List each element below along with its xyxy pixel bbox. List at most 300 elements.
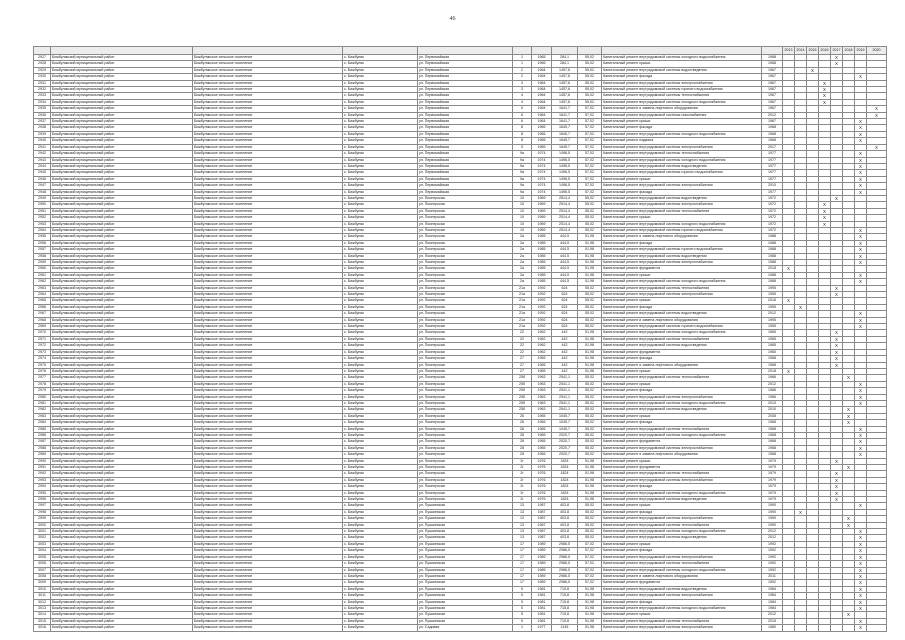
table-cell: 51,98 — [578, 458, 602, 464]
table-cell: 21а — [513, 304, 532, 310]
table-cell: ул. Пионерская — [418, 484, 513, 490]
year-mark-cell: X — [855, 170, 867, 176]
year-mark-cell: X — [855, 573, 867, 579]
table-cell: 51,98 — [578, 330, 602, 336]
table-cell: Бижбулякский муниципальный район — [51, 170, 193, 176]
table-cell: 21а — [513, 292, 532, 298]
table-cell: 1969 — [532, 215, 552, 221]
table-cell: 2986,5 — [552, 554, 578, 560]
year-mark-cell: X — [783, 368, 795, 374]
table-cell: 51,98 — [578, 279, 602, 285]
table-cell: 2991 — [34, 465, 51, 471]
table-cell: с. Бижбуляк — [343, 55, 418, 61]
year-mark-cell: X — [819, 87, 831, 93]
page-number: 46 — [449, 16, 456, 22]
table-cell: 1989 — [532, 567, 552, 573]
column-header: 2014 — [795, 47, 807, 55]
table-cell: 2541,1 — [552, 407, 578, 413]
table-cell: Бижбулякский муниципальный район — [51, 586, 193, 592]
table-cell: 55,02 — [578, 317, 602, 323]
table-cell: 1964 — [532, 99, 552, 105]
table-cell: 57,02 — [578, 176, 602, 182]
table-cell: Капитальный ремонт и замена лифтового оборудования — [602, 573, 762, 579]
table-cell: Капитальный ремонт фасада — [602, 125, 762, 131]
table-cell: 2г — [513, 477, 532, 483]
table-cell: 5 — [513, 618, 532, 624]
table-cell: 1987 — [532, 522, 552, 528]
table-cell: ул. Первомайская — [418, 55, 513, 61]
table-cell: 1965 — [532, 420, 552, 426]
table-cell: ул. Пионерская — [418, 439, 513, 445]
table-cell: 2969 — [34, 324, 51, 330]
table-cell: ул. Садовая — [418, 625, 513, 631]
table-cell: 2988 — [34, 445, 51, 451]
table-cell: Бижбулякское сельское поселение — [193, 484, 343, 490]
table-cell: 1965 — [532, 125, 552, 131]
table-cell: Бижбулякское сельское поселение — [193, 349, 343, 355]
table-cell: Капитальный ремонт внутридомовой системы холодного водоснабжения — [602, 99, 762, 105]
table-cell: Капитальный ремонт крыши — [602, 381, 762, 387]
table-cell: 55,02 — [578, 208, 602, 214]
table-cell: 17 — [513, 573, 532, 579]
year-mark-cell: X — [855, 138, 867, 144]
table-cell: 26 — [513, 426, 532, 432]
table-cell: 51,98 — [578, 272, 602, 278]
table-cell: Капитальный ремонт крыши — [602, 612, 762, 618]
table-cell: 2957 — [34, 247, 51, 253]
table-cell: Капитальный ремонт фундамента — [602, 465, 762, 471]
table-cell: с. Бижбуляк — [343, 413, 418, 419]
table-cell: 1972 — [762, 215, 783, 221]
table-cell: 1976 — [532, 458, 552, 464]
table-cell: с. Бижбуляк — [343, 477, 418, 483]
table-cell: 51,98 — [578, 593, 602, 599]
table-cell: ул. Пионерская — [418, 381, 513, 387]
table-cell: 57,02 — [578, 151, 602, 157]
table-row — [34, 625, 887, 631]
table-cell: 2012 — [762, 529, 783, 535]
table-cell: Бижбулякский муниципальный район — [51, 80, 193, 86]
table-cell: Капитальный ремонт внутридомовой системы электроснабжения — [602, 394, 762, 400]
table-cell: ул. Первомайская — [418, 87, 513, 93]
table-cell: Бижбулякский муниципальный район — [51, 240, 193, 246]
table-cell: с. Бижбуляк — [343, 362, 418, 368]
table-cell: Бижбулякское сельское поселение — [193, 586, 343, 592]
table-cell: Капитальный ремонт внутридомовой системы холодного водоснабжения — [602, 330, 762, 336]
table-cell: 1966 — [762, 394, 783, 400]
table-cell: 2970 — [34, 330, 51, 336]
table-cell: 1968 — [762, 426, 783, 432]
table-cell: Бижбулякское сельское поселение — [193, 324, 343, 330]
table-cell: 1968 — [762, 356, 783, 362]
year-mark-cell: X — [855, 324, 867, 330]
table-cell: с. Бижбуляк — [343, 625, 418, 631]
table-cell: 55,02 — [578, 195, 602, 201]
table-cell: 1988 — [762, 234, 783, 240]
table-cell: 2951 — [34, 208, 51, 214]
table-cell: ул. Пионерская — [418, 349, 513, 355]
table-cell: с. Бижбуляк — [343, 561, 418, 567]
table-cell: ул. Первомайская — [418, 93, 513, 99]
table-cell: 1967 — [762, 119, 783, 125]
table-cell: Бижбулякский муниципальный район — [51, 625, 193, 631]
table-cell: 2г — [513, 497, 532, 503]
table-cell: Бижбулякское сельское поселение — [193, 157, 343, 163]
table-cell: Капитальный ремонт внутридомовой системы теплоснабжения — [602, 93, 762, 99]
table-cell: ул. Пионерская — [418, 400, 513, 406]
table-cell: Бижбулякский муниципальный район — [51, 247, 193, 253]
table-cell: Бижбулякский муниципальный район — [51, 458, 193, 464]
table-cell: ул. Пушкинская — [418, 541, 513, 547]
table-cell: 55,02 — [578, 407, 602, 413]
table-cell: 1977 — [532, 625, 552, 631]
table-cell: 2541,1 — [552, 375, 578, 381]
table-cell: 2541,1 — [552, 400, 578, 406]
table-cell: 57,02 — [578, 548, 602, 554]
table-cell: 55,02 — [578, 426, 602, 432]
table-cell: 1964 — [532, 67, 552, 73]
table-cell: 1964 — [532, 106, 552, 112]
year-mark-cell: X — [831, 490, 843, 496]
year-mark-cell: X — [843, 375, 855, 381]
table-cell: Бижбулякское сельское поселение — [193, 189, 343, 195]
table-cell: 1968 — [762, 432, 783, 438]
table-cell: 1965 — [532, 432, 552, 438]
table-cell: 1965 — [532, 144, 552, 150]
table-cell: с. Бижбуляк — [343, 465, 418, 471]
table-cell: 2514,4 — [552, 221, 578, 227]
table-cell: 57,02 — [578, 541, 602, 547]
table-cell: Бижбулякский муниципальный район — [51, 176, 193, 182]
year-mark-cell: X — [855, 253, 867, 259]
table-cell: Бижбулякский муниципальный район — [51, 227, 193, 233]
table-cell: 55,02 — [578, 375, 602, 381]
table-cell: Бижбулякский муниципальный район — [51, 336, 193, 342]
table-cell: 25б — [513, 394, 532, 400]
table-cell: 1984 — [762, 599, 783, 605]
table-cell: 25б — [513, 388, 532, 394]
table-cell: 55,02 — [578, 324, 602, 330]
table-cell: 57,02 — [578, 112, 602, 118]
table-cell: 442 — [552, 349, 578, 355]
table-cell: 2961 — [34, 272, 51, 278]
column-header: 2019 — [855, 47, 867, 55]
table-cell: Капитальный ремонт внутридомовой системы теплоснабжения — [602, 471, 762, 477]
table-cell: Капитальный ремонт внутридомовой системы холодного водоснабжения — [602, 432, 762, 438]
table-cell: Капитальный ремонт подвала — [602, 138, 762, 144]
table-cell: Бижбулякское сельское поселение — [193, 471, 343, 477]
table-cell: Бижбулякский муниципальный район — [51, 304, 193, 310]
table-cell: 21а — [513, 317, 532, 323]
table-cell: 444,5 — [552, 240, 578, 246]
table-cell: 1981 — [532, 586, 552, 592]
table-cell: 1995 — [762, 317, 783, 323]
table-cell: 28 — [513, 452, 532, 458]
table-cell: Бижбулякское сельское поселение — [193, 400, 343, 406]
table-cell: 1641,7 — [552, 119, 578, 125]
table-cell: Бижбулякский муниципальный район — [51, 471, 193, 477]
table-body — [34, 55, 887, 632]
table-cell: Бижбулякское сельское поселение — [193, 55, 343, 61]
table-cell: 2008 — [762, 413, 783, 419]
table-cell: 1990 — [762, 503, 783, 509]
column-header — [193, 47, 343, 55]
table-cell: 2952 — [34, 215, 51, 221]
table-cell: 2г — [513, 465, 532, 471]
table-cell: Бижбулякский муниципальный район — [51, 618, 193, 624]
table-cell: 2932 — [34, 87, 51, 93]
table-cell: 5 — [513, 106, 532, 112]
table-cell: Бижбулякское сельское поселение — [193, 138, 343, 144]
table-cell: Бижбулякский муниципальный район — [51, 516, 193, 522]
table-cell: Бижбулякский муниципальный район — [51, 189, 193, 195]
table-cell: 1995 — [762, 304, 783, 310]
table-cell: ул. Пионерская — [418, 388, 513, 394]
table-cell: с. Бижбуляк — [343, 324, 418, 330]
table-cell: Капитальный ремонт внутридомовой системы электроснабжения — [602, 202, 762, 208]
table-cell: Капитальный ремонт внутридомовой системы водоотведения — [602, 586, 762, 592]
table-cell: ул. Пионерская — [418, 477, 513, 483]
table-cell: Бижбулякский муниципальный район — [51, 112, 193, 118]
year-mark-cell: X — [831, 330, 843, 336]
table-cell: 1985 — [532, 234, 552, 240]
table-cell: Бижбулякское сельское поселение — [193, 80, 343, 86]
table-cell: 9 — [513, 144, 532, 150]
year-mark-cell: X — [855, 131, 867, 137]
table-cell: 2936 — [34, 112, 51, 118]
table-cell: Бижбулякский муниципальный район — [51, 432, 193, 438]
table-cell: 1967 — [762, 106, 783, 112]
table-cell: 2975 — [34, 362, 51, 368]
table-cell: Бижбулякское сельское поселение — [193, 202, 343, 208]
table-cell: 6 — [513, 112, 532, 118]
table-cell: 1045,7 — [552, 426, 578, 432]
table-cell: ул. Пионерская — [418, 324, 513, 330]
table-cell: Бижбулякский муниципальный район — [51, 253, 193, 259]
table-cell: Бижбулякское сельское поселение — [193, 151, 343, 157]
table-cell: ул. Пионерская — [418, 317, 513, 323]
table-cell: с. Бижбуляк — [343, 247, 418, 253]
table-cell: 2514,4 — [552, 215, 578, 221]
table-cell: 13 — [513, 503, 532, 509]
table-cell: ул. Пионерская — [418, 260, 513, 266]
table-cell: ул. Пионерская — [418, 227, 513, 233]
table-cell: Бижбулякское сельское поселение — [193, 567, 343, 573]
table-cell: 57,02 — [578, 554, 602, 560]
table-cell: 2а — [513, 234, 532, 240]
table-cell: 1992 — [532, 324, 552, 330]
table-cell: 2981 — [34, 400, 51, 406]
table-cell: 2953 — [34, 221, 51, 227]
table-cell: Бижбулякский муниципальный район — [51, 381, 193, 387]
table-cell: 2017 — [762, 144, 783, 150]
table-cell: Капитальный ремонт фундамента — [602, 266, 762, 272]
table-cell: 51,98 — [578, 343, 602, 349]
table-cell: с. Бижбуляк — [343, 580, 418, 586]
table-cell: 57,02 — [578, 144, 602, 150]
table-cell: 3015 — [34, 618, 51, 624]
table-cell: Капитальный ремонт внутридомовой системы электроснабжения — [602, 292, 762, 298]
table-cell: Капитальный ремонт внутридомовой системы теплоснабжения — [602, 336, 762, 342]
table-cell: 10 — [513, 221, 532, 227]
table-cell: ул. Первомайская — [418, 144, 513, 150]
table-cell: 2978 — [34, 381, 51, 387]
table-cell: 1964 — [532, 112, 552, 118]
year-mark-cell: X — [831, 61, 843, 67]
table-cell: Капитальный ремонт внутридомовой системы холодного водоснабжения — [602, 279, 762, 285]
table-cell: 2016 — [762, 298, 783, 304]
table-cell: Бижбулякское сельское поселение — [193, 477, 343, 483]
table-cell: 3003 — [34, 541, 51, 547]
year-mark-cell: X — [855, 439, 867, 445]
table-cell: ул. Первомайская — [418, 112, 513, 118]
table-cell: с. Бижбуляк — [343, 99, 418, 105]
year-mark-cell: X — [855, 381, 867, 387]
table-cell: с. Бижбуляк — [343, 381, 418, 387]
table-cell: 1966 — [762, 375, 783, 381]
table-cell: 2986 — [34, 432, 51, 438]
table-cell: 1824 — [552, 484, 578, 490]
table-cell: 57,02 — [578, 567, 602, 573]
table-cell: с. Бижбуляк — [343, 240, 418, 246]
table-cell: 2012 — [762, 535, 783, 541]
table-cell: с. Бижбуляк — [343, 61, 418, 67]
table-cell: ул. Пушкинская — [418, 580, 513, 586]
table-cell: 55,02 — [578, 304, 602, 310]
table-cell: 1972 — [762, 195, 783, 201]
table-cell: Капитальный ремонт фасада — [602, 484, 762, 490]
table-cell: 1992 — [762, 580, 783, 586]
table-cell: Бижбулякское сельское поселение — [193, 247, 343, 253]
table-cell: 51,98 — [578, 599, 602, 605]
table-cell: 442 — [552, 356, 578, 362]
table-cell: с. Бижбуляк — [343, 125, 418, 131]
table-cell: 2012 — [762, 612, 783, 618]
table-cell: 51,98 — [578, 336, 602, 342]
table-cell: 51,98 — [578, 477, 602, 483]
table-cell: с. Бижбуляк — [343, 304, 418, 310]
year-mark-cell: X — [855, 279, 867, 285]
table-cell: 3005 — [34, 554, 51, 560]
table-cell: 2940 — [34, 138, 51, 144]
table-cell: 403,8 — [552, 529, 578, 535]
table-cell: ул. Пушкинская — [418, 573, 513, 579]
table-cell: Бижбулякское сельское поселение — [193, 618, 343, 624]
table-cell: с. Бижбуляк — [343, 509, 418, 515]
table-cell: 1988 — [762, 253, 783, 259]
table-cell: 1989 — [532, 554, 552, 560]
table-cell: Капитальный ремонт внутридомовой системы водоотведения — [602, 535, 762, 541]
year-mark-cell: X — [855, 400, 867, 406]
table-cell: 55,02 — [578, 99, 602, 105]
year-mark-cell: X — [831, 343, 843, 349]
table-cell: Бижбулякский муниципальный район — [51, 548, 193, 554]
table-cell: с. Бижбуляк — [343, 234, 418, 240]
table-cell: 1962 — [532, 349, 552, 355]
table-cell: Капитальный ремонт внутридомовой системы водоотведения — [602, 311, 762, 317]
table-cell: 55,02 — [578, 439, 602, 445]
table-cell: 1972 — [762, 208, 783, 214]
table-cell: 1992 — [532, 285, 552, 291]
table-cell: Бижбулякское сельское поселение — [193, 279, 343, 285]
table-cell: 6 — [513, 119, 532, 125]
table-cell: ул. Пионерская — [418, 298, 513, 304]
table-cell: 55,02 — [578, 67, 602, 73]
table-cell: 1968 — [762, 439, 783, 445]
table-cell: ул. Пионерская — [418, 240, 513, 246]
table-cell: 5 — [513, 605, 532, 611]
table-cell: 10 — [513, 195, 532, 201]
table-cell: 1824 — [552, 497, 578, 503]
table-cell: ул. Пушкинская — [418, 548, 513, 554]
table-cell: Капитальный ремонт внутридомовой системы холодного водоснабжения — [602, 490, 762, 496]
year-mark-cell: X — [855, 394, 867, 400]
table-cell: с. Бижбуляк — [343, 439, 418, 445]
table-cell: 715,8 — [552, 612, 578, 618]
table-cell: Бижбулякское сельское поселение — [193, 125, 343, 131]
column-header — [418, 47, 513, 55]
table-cell: ул. Пионерская — [418, 445, 513, 451]
table-cell: Бижбулякское сельское поселение — [193, 362, 343, 368]
table-cell: 2995 — [34, 490, 51, 496]
table-cell: Бижбулякский муниципальный район — [51, 593, 193, 599]
table-cell: Бижбулякское сельское поселение — [193, 61, 343, 67]
table-cell: 1981 — [532, 618, 552, 624]
table-cell: 1641,7 — [552, 112, 578, 118]
table-cell: 51,98 — [578, 465, 602, 471]
table-cell: 2514,4 — [552, 195, 578, 201]
year-mark-cell: X — [855, 272, 867, 278]
table-cell: Бижбулякское сельское поселение — [193, 388, 343, 394]
year-mark-cell: X — [867, 106, 887, 112]
table-cell: Бижбулякский муниципальный район — [51, 285, 193, 291]
table-cell: с. Бижбуляк — [343, 471, 418, 477]
table-cell: 1984 — [762, 593, 783, 599]
table-cell: 57,02 — [578, 138, 602, 144]
table-cell: с. Бижбуляк — [343, 452, 418, 458]
table-cell: 2020,7 — [552, 452, 578, 458]
table-cell: 1824 — [552, 465, 578, 471]
table-cell: 1974 — [532, 176, 552, 182]
table-cell: Бижбулякское сельское поселение — [193, 599, 343, 605]
table-cell: ул. Пионерская — [418, 253, 513, 259]
table-cell: ул. Пушкинская — [418, 618, 513, 624]
table-cell: 2935 — [34, 106, 51, 112]
column-header — [578, 47, 602, 55]
table-cell: 55,02 — [578, 227, 602, 233]
table-cell: Капитальный ремонт внутридомовой системы холодного водоснабжения — [602, 131, 762, 137]
table-cell: 4 — [513, 99, 532, 105]
table-cell: 51,98 — [578, 625, 602, 631]
table-cell: Бижбулякское сельское поселение — [193, 509, 343, 515]
table-cell: с. Бижбуляк — [343, 484, 418, 490]
table-cell: 1977 — [762, 151, 783, 157]
table-cell: Бижбулякское сельское поселение — [193, 285, 343, 291]
table-cell: Капитальный ремонт внутридомовой системы электроснабжения — [602, 554, 762, 560]
table-cell: 2012 — [762, 381, 783, 387]
table-cell: 1976 — [532, 497, 552, 503]
table-cell: Бижбулякский муниципальный район — [51, 74, 193, 80]
year-mark-cell: X — [819, 215, 831, 221]
table-cell: ул. Пушкинская — [418, 535, 513, 541]
table-cell: 1987 — [532, 529, 552, 535]
table-cell: 25б — [513, 381, 532, 387]
table-cell: 1981 — [532, 612, 552, 618]
year-mark-cell — [867, 625, 887, 631]
table-cell: Бижбулякское сельское поселение — [193, 317, 343, 323]
table-cell: Капитальный ремонт внутридомовой системы газоснабжения — [602, 112, 762, 118]
year-mark-cell: X — [855, 317, 867, 323]
